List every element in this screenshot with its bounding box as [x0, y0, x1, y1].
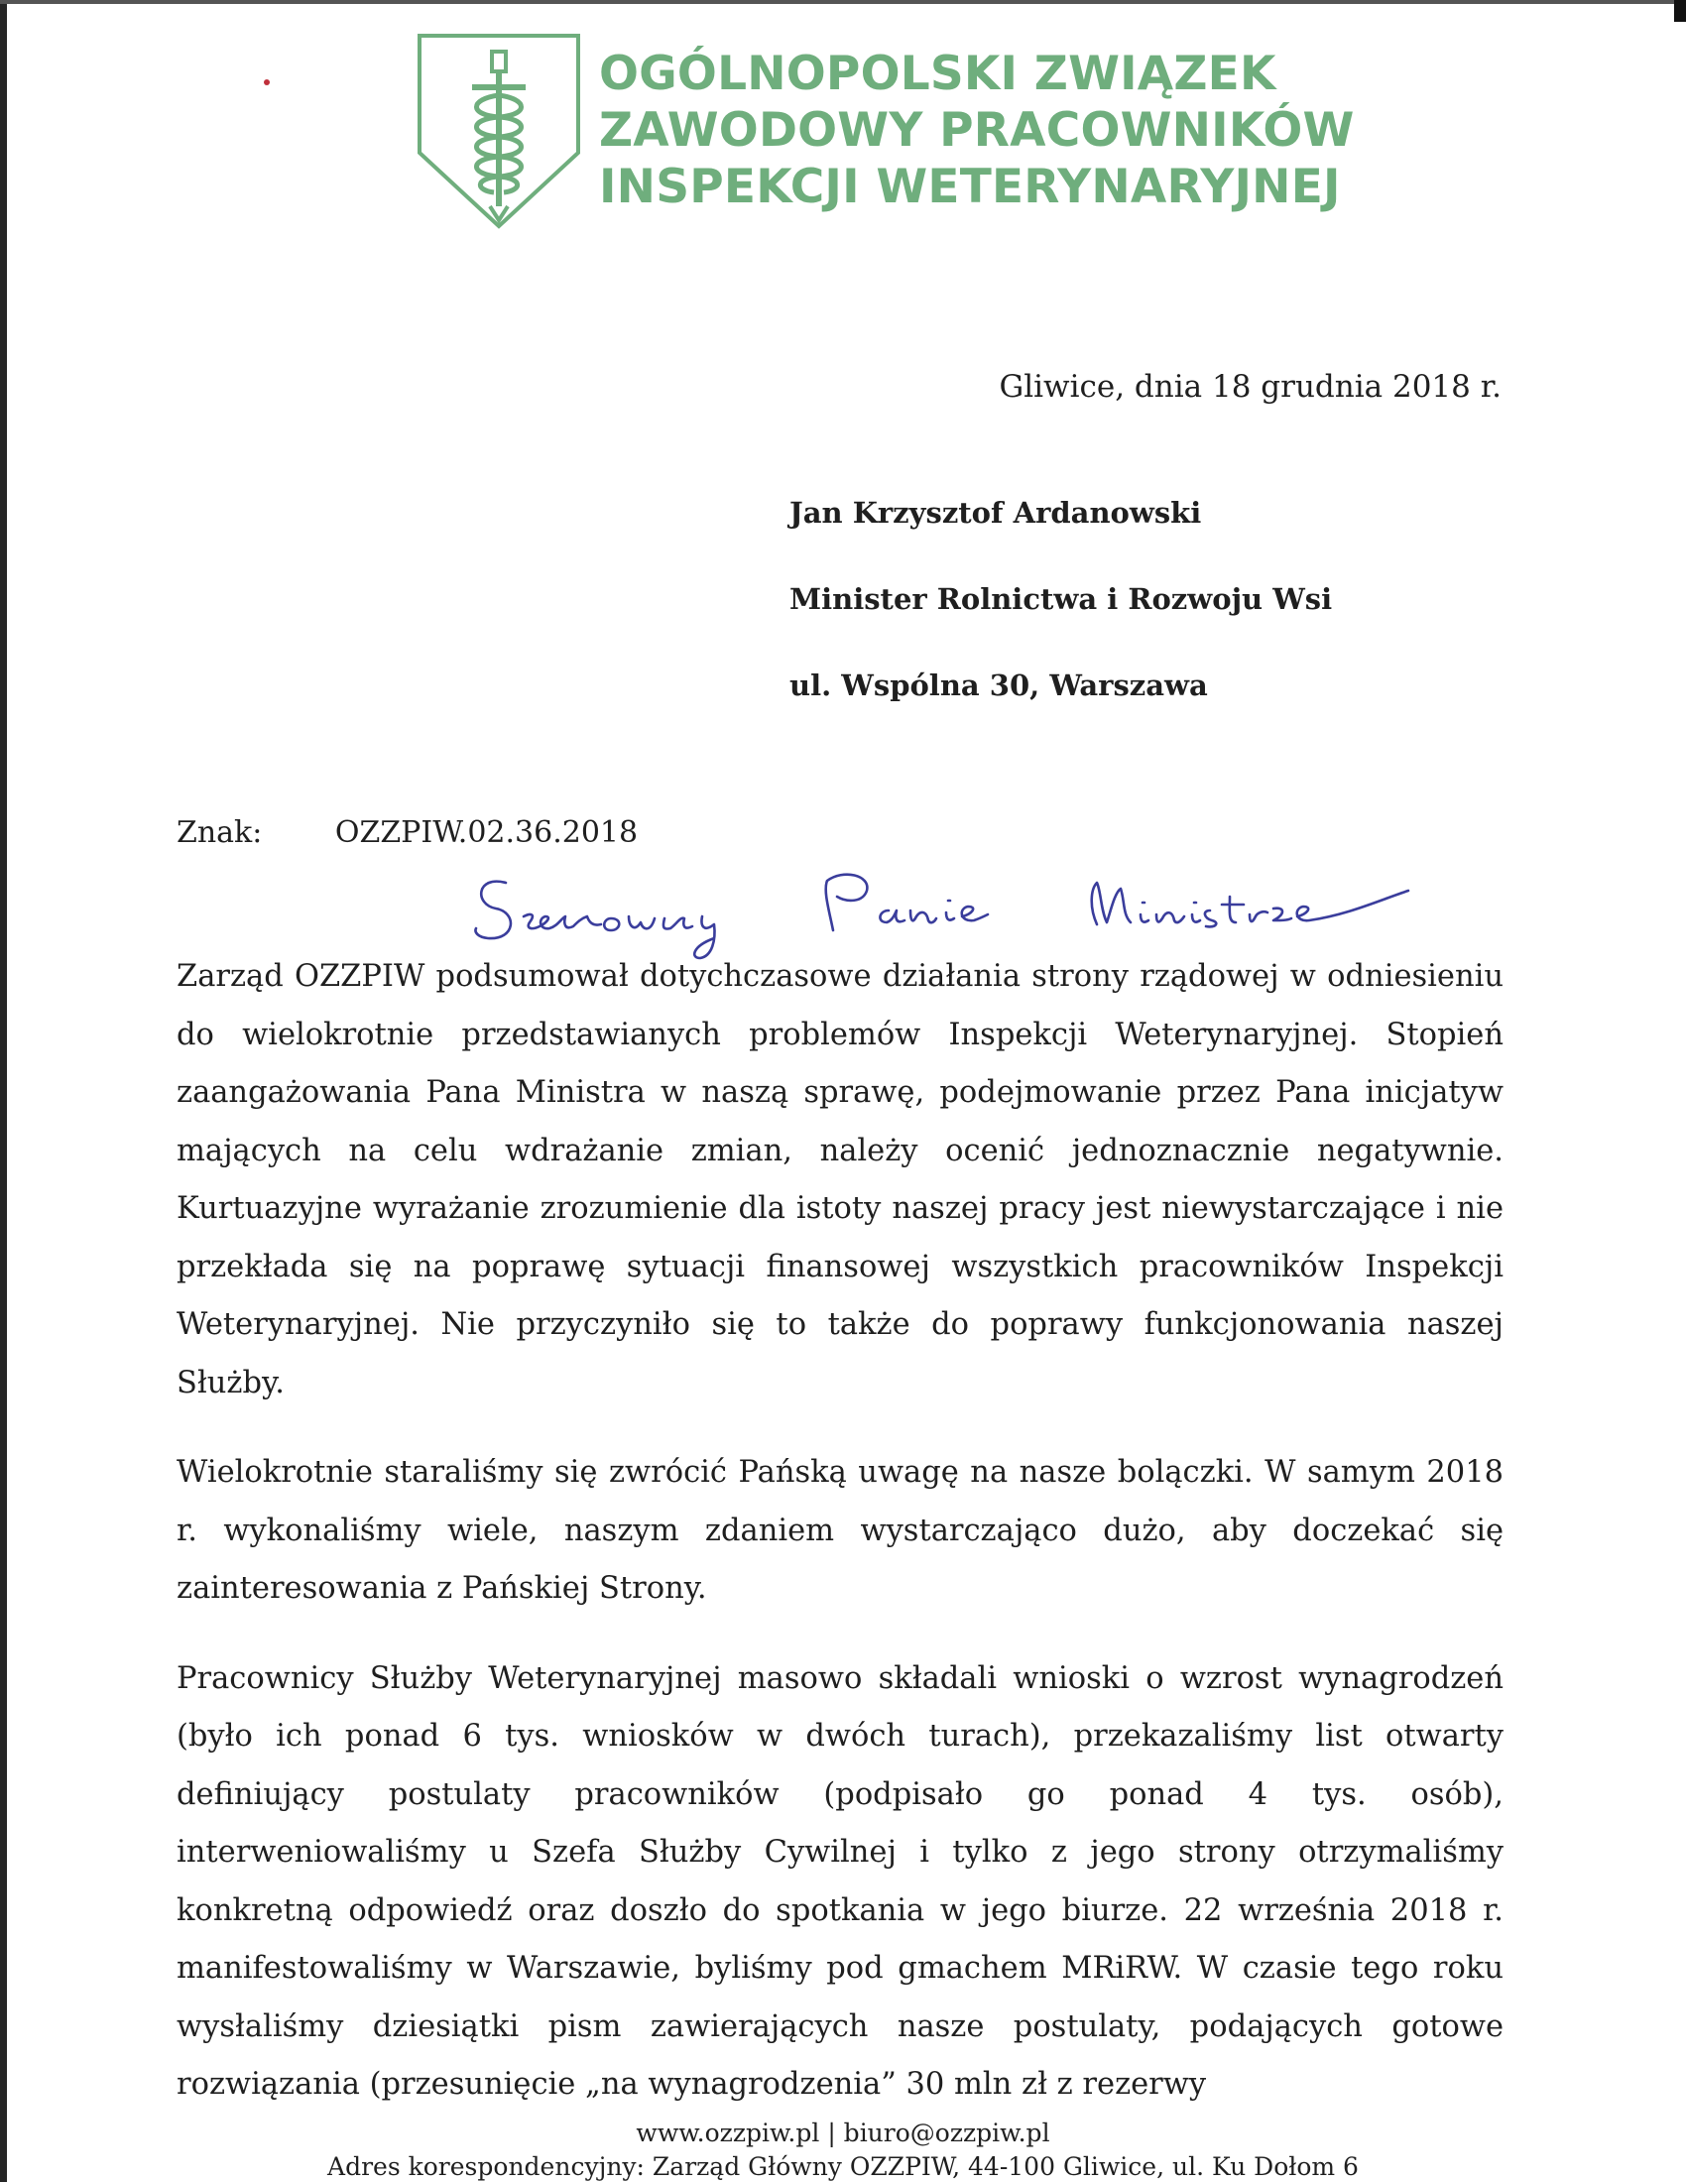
- letter-footer: [0, 2117, 1686, 2184]
- organization-name: [599, 46, 1355, 215]
- addressee-block: [789, 496, 1332, 755]
- org-name-line: OGÓLNOPOLSKI ZWIĄZEK: [599, 47, 1276, 101]
- reference-line: [177, 815, 638, 850]
- addressee-name: Jan Krzysztof Ardanowski: [789, 496, 1202, 530]
- reference-label: Znak:: [177, 815, 263, 850]
- letter-body: [177, 948, 1504, 2115]
- body-paragraph: Zarząd OZZPIW podsumował dotychczasowe działania strony rządowej w odniesieniu do wielokrotnie przedstawianych problemów Inspekcji Weterynaryjnej. Stopień zaangażowania Pana Ministra w naszą sprawę, podejmowanie przez Pana inicjatyw mających na celu wdrażanie zmian, należy ocenić jednoznacznie negatywnie. Kurtuazyjne wyrażanie zrozumienie dla istoty naszej pracy jest niewystarczające i nie przekłada się na poprawę sytuacji finansowej wszystkich pracowników Inspekcji Weterynaryjnej. Nie przyczyniło się to także do poprawy funkcjonowania naszej Służby.: [177, 959, 1504, 1400]
- scan-edge-left: [0, 0, 7, 2182]
- body-paragraph: Wielokrotnie staraliśmy się zwrócić Pańską uwagę na nasze bolączki. W samym 2018 r. wykonaliśmy wiele, naszym zdaniem wystarczająco dużo, aby doczekać się zainteresowania z Pańskiej Strony.: [177, 1455, 1504, 1606]
- reference-value: OZZPIW.02.36.2018: [334, 815, 639, 850]
- org-name-line: ZAWODOWY PRACOWNIKÓW: [599, 103, 1355, 158]
- footer-address: Adres korespondencyjny: Zarząd Główny OZZPIW, 44-100 Gliwice, ul. Ku Dołom 6: [327, 2152, 1359, 2181]
- ink-dot: [264, 79, 270, 85]
- scan-corner-mark: [1674, 0, 1686, 22]
- footer-contact: www.ozzpiw.pl | biuro@ozzpiw.pl: [636, 2119, 1050, 2147]
- addressee-address: ul. Wspólna 30, Warszawa: [789, 668, 1208, 702]
- caduceus-shield-logo-icon: [415, 32, 583, 230]
- addressee-position: Minister Rolnictwa i Rozwoju Wsi: [789, 582, 1333, 616]
- scan-edge-top: [0, 0, 1686, 4]
- org-name-line: INSPEKCJI WETERYNARYJNEJ: [599, 160, 1341, 214]
- letter-date: Gliwice, dnia 18 grudnia 2018 r.: [999, 369, 1502, 405]
- body-paragraph: Pracownicy Służby Weterynaryjnej masowo składali wnioski o wzrost wynagrodzeń (było ich ponad 6 tys. wniosków w dwóch turach), przekazaliśmy list otwarty definiujący postulaty pracowników (podpisało go ponad 4 tys. osób), interweniowaliśmy u Szefa Służby Cywilnej i tylko z jego strony otrzymaliśmy konkretną odpowiedź oraz doszło do spotkania w jego biurze. 22 września 2018 r. manifestowaliśmy w Warszawie, byliśmy pod gmachem MRiRW. W czasie tego roku wysłaliśmy dziesiątki pism zawierających nasze postulaty, podających gotowe rozwiązania (przesunięcie „na wynagrodzenia” 30 mln zł z rezerwy: [177, 1660, 1504, 2102]
